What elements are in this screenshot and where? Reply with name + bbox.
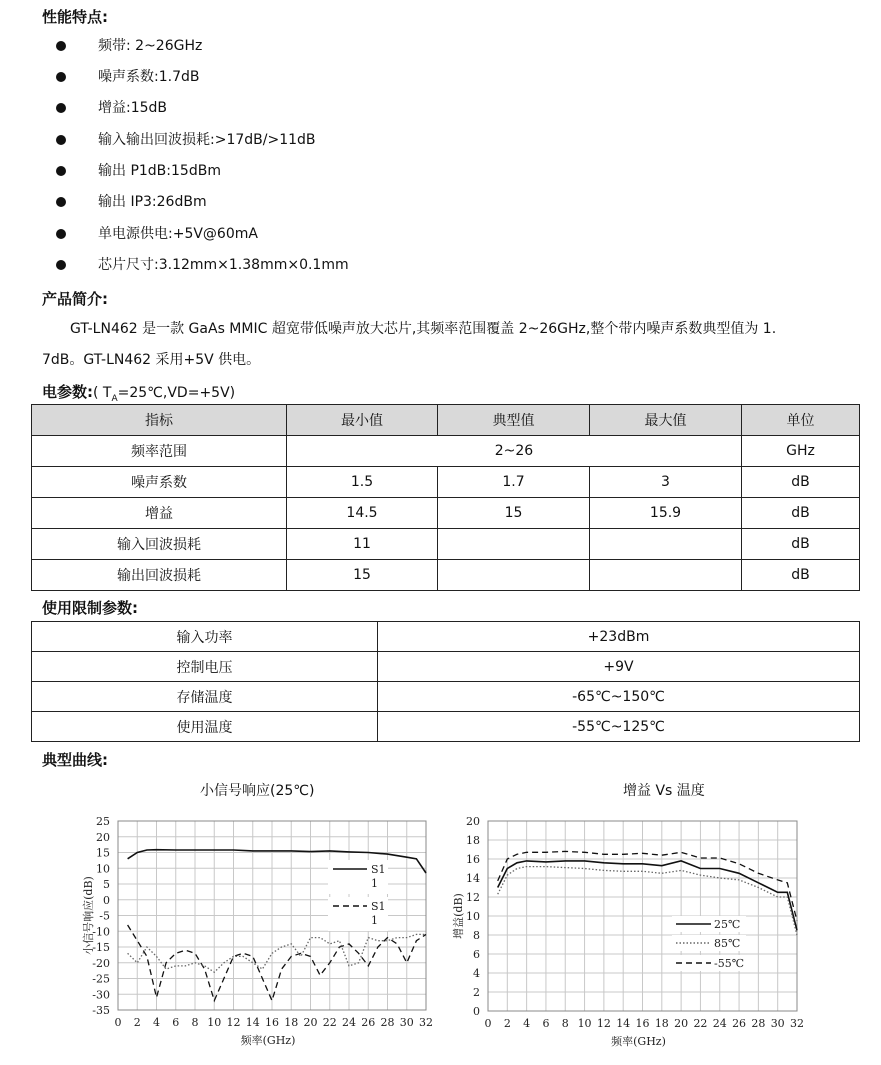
- bullet-icon: [56, 260, 66, 270]
- series-line: [498, 861, 797, 930]
- bullet-icon: [56, 197, 66, 207]
- legend-label: -55℃: [714, 957, 745, 970]
- y-tick-label: -15: [92, 941, 110, 954]
- x-tick-label: 6: [172, 1016, 180, 1029]
- y-tick-label: 8: [473, 929, 480, 942]
- table-cell: 输入功率: [32, 622, 378, 652]
- table-cell: 15: [287, 560, 438, 591]
- table-cell: -65℃~150℃: [378, 682, 860, 712]
- table-cell: 使用温度: [32, 712, 378, 742]
- feature-text: 输出 P1dB:15dBm: [98, 163, 221, 179]
- y-tick-label: 6: [473, 948, 480, 961]
- y-tick-label: -5: [99, 909, 110, 923]
- bullet-icon: [56, 166, 66, 176]
- freq-range-label: 频率范围: [32, 436, 287, 467]
- freq-range-value: 2~26: [287, 436, 742, 467]
- legend-label: 25℃: [714, 918, 741, 931]
- bullet-icon: [56, 41, 66, 51]
- y-tick-label: -30: [92, 988, 110, 1002]
- chart-1-title: 小信号响应(25℃): [200, 783, 315, 799]
- x-tick-label: 26: [361, 1016, 376, 1029]
- table-cell: 噪声系数: [32, 467, 287, 498]
- x-axis-label: 频率(GHz): [611, 1035, 666, 1048]
- electrical-header-row: [32, 405, 860, 436]
- chart-gain-vs-temp: [440, 800, 880, 1065]
- x-axis-label: 频率(GHz): [240, 1034, 296, 1047]
- x-tick-label: 20: [674, 1017, 689, 1030]
- table-cell: 15.9: [590, 498, 742, 529]
- freq-range-unit: GHz: [742, 436, 860, 467]
- table-row: [32, 467, 860, 498]
- intro-line-2: 7dB。GT-LN462 采用+5V 供电。: [42, 352, 261, 368]
- table-cell: 15: [438, 498, 590, 529]
- y-tick-label: 14: [466, 872, 480, 885]
- x-tick-label: 2: [133, 1016, 141, 1029]
- bullet-icon: [56, 229, 66, 239]
- legend-item: [328, 897, 388, 931]
- x-tick-label: 14: [616, 1017, 631, 1030]
- electrical-title: [42, 381, 235, 404]
- y-tick-label: -20: [92, 956, 110, 970]
- table-cell: dB: [742, 560, 860, 591]
- x-tick-label: 10: [207, 1016, 222, 1029]
- series-line: [128, 934, 426, 972]
- x-tick-label: 16: [265, 1016, 279, 1029]
- table-row: [32, 652, 860, 682]
- y-tick-label: 25: [96, 815, 110, 828]
- y-tick-label: 10: [466, 910, 480, 923]
- table-cell: 输出回波损耗: [32, 560, 287, 591]
- table-cell: 输入回波损耗: [32, 529, 287, 560]
- intro-title: 产品简介:: [42, 290, 108, 308]
- x-tick-label: 22: [693, 1017, 708, 1030]
- legend-item: [672, 955, 746, 971]
- table-cell: 11: [287, 529, 438, 560]
- legend-item: [672, 935, 746, 951]
- electrical-title-text: 电参数:: [42, 383, 93, 401]
- x-tick-label: 30: [770, 1017, 785, 1030]
- legend-label: 1: [371, 914, 378, 927]
- x-tick-label: 8: [561, 1017, 569, 1030]
- x-tick-label: 18: [654, 1017, 669, 1030]
- x-tick-label: 14: [245, 1016, 260, 1029]
- table-cell: [438, 560, 590, 591]
- x-tick-label: 6: [542, 1017, 550, 1030]
- x-tick-label: 18: [284, 1016, 299, 1029]
- header-param: 指标: [32, 405, 287, 436]
- legend-label: 1: [371, 877, 378, 890]
- table-cell: dB: [742, 467, 860, 498]
- x-tick-label: 22: [322, 1016, 337, 1029]
- y-tick-label: -35: [92, 1004, 110, 1017]
- y-tick-label: -25: [92, 972, 110, 986]
- chart-2-title: 增益 Vs 温度: [623, 783, 705, 799]
- y-tick-label: 15: [96, 846, 110, 860]
- y-tick-label: -10: [92, 925, 110, 939]
- legend-item: [328, 860, 388, 894]
- header-typ: 典型值: [438, 405, 590, 436]
- y-tick-label: 16: [466, 853, 480, 866]
- x-tick-label: 4: [153, 1016, 160, 1029]
- curves-title: 典型曲线:: [42, 751, 108, 769]
- y-tick-label: 20: [96, 830, 110, 844]
- electrical-condition: ( $T_A=25℃,VD=+5V$): [93, 385, 236, 404]
- feature-text: 芯片尺寸:3.12mm×1.38mm×0.1mm: [98, 257, 349, 273]
- table-cell: 增益: [32, 498, 287, 529]
- header-min: 最小值: [287, 405, 438, 436]
- x-tick-label: 12: [596, 1017, 611, 1030]
- series-line: [498, 867, 797, 935]
- table-cell: +23dBm: [378, 622, 860, 652]
- y-tick-label: 10: [96, 862, 110, 876]
- y-tick-label: 12: [466, 891, 480, 904]
- intro-line-1: GT-LN462 是一款 GaAs MMIC 超宽带低噪声放大芯片,其频率范围覆盖 2~26GHz,整个带内噪声系数典型值为 1.: [70, 321, 777, 337]
- y-tick-label: 18: [466, 834, 480, 847]
- feature-text: 频带: 2~26GHz: [98, 38, 203, 54]
- table-row: [32, 436, 860, 467]
- table-row: [32, 498, 860, 529]
- bullet-icon: [56, 103, 66, 113]
- legend-label: 85℃: [714, 937, 741, 950]
- limits-title: 使用限制参数:: [42, 599, 138, 617]
- x-tick-label: 0: [484, 1017, 492, 1030]
- header-max: 最大值: [590, 405, 742, 436]
- y-tick-label: 20: [466, 815, 480, 828]
- x-tick-label: 28: [751, 1017, 766, 1030]
- table-row: [32, 622, 860, 652]
- x-tick-label: 4: [523, 1017, 531, 1030]
- table-cell: [590, 560, 742, 591]
- x-tick-label: 16: [635, 1017, 650, 1030]
- feature-text: 单电源供电:+5V@60mA: [98, 226, 258, 242]
- table-cell: 1.5: [287, 467, 438, 498]
- feature-text: 增益:15dB: [98, 100, 168, 116]
- table-row: [32, 560, 860, 591]
- feature-text: 噪声系数:1.7dB: [98, 69, 200, 85]
- y-tick-label: 0: [473, 1005, 480, 1018]
- x-tick-label: 24: [342, 1016, 356, 1029]
- feature-text: 输入输出回波损耗:>17dB/>11dB: [98, 132, 316, 148]
- x-tick-label: 10: [577, 1017, 592, 1030]
- x-tick-label: 8: [191, 1016, 199, 1029]
- table-cell: [590, 529, 742, 560]
- features-title: 性能特点:: [42, 8, 108, 26]
- table-cell: 控制电压: [32, 652, 378, 682]
- x-tick-label: 32: [419, 1016, 433, 1029]
- y-axis-label: 小信号响应(dB): [82, 876, 95, 955]
- y-tick-label: 5: [103, 878, 110, 891]
- legend-label: S1: [371, 863, 386, 876]
- table-cell: +9V: [378, 652, 860, 682]
- x-tick-label: 26: [732, 1017, 747, 1030]
- x-tick-label: 28: [380, 1016, 395, 1029]
- x-tick-label: 2: [503, 1017, 511, 1030]
- y-tick-label: 2: [473, 986, 480, 999]
- table-cell: 存储温度: [32, 682, 378, 712]
- chart-small-signal: [0, 800, 440, 1065]
- y-axis-label: 增益(dB): [452, 893, 465, 939]
- electrical-table: [31, 404, 860, 591]
- x-tick-label: 12: [226, 1016, 241, 1029]
- table-row: [32, 682, 860, 712]
- x-tick-label: 0: [114, 1016, 122, 1029]
- bullet-icon: [56, 72, 66, 82]
- table-cell: 3: [590, 467, 742, 498]
- x-tick-label: 32: [790, 1017, 804, 1030]
- legend-item: [672, 916, 746, 932]
- table-row: [32, 712, 860, 742]
- x-tick-label: 20: [303, 1016, 318, 1029]
- y-tick-label: 0: [103, 893, 110, 907]
- table-cell: dB: [742, 498, 860, 529]
- table-cell: 14.5: [287, 498, 438, 529]
- table-cell: -55℃~125℃: [378, 712, 860, 742]
- x-tick-label: 30: [399, 1016, 414, 1029]
- table-cell: 1.7: [438, 467, 590, 498]
- feature-text: 输出 IP3:26dBm: [98, 194, 207, 210]
- header-unit: 单位: [742, 405, 860, 436]
- bullet-icon: [56, 135, 66, 145]
- table-row: [32, 529, 860, 560]
- table-cell: dB: [742, 529, 860, 560]
- table-cell: [438, 529, 590, 560]
- x-tick-label: 24: [712, 1017, 727, 1030]
- limits-table: [31, 621, 860, 742]
- legend-label: S1: [371, 900, 386, 913]
- y-tick-label: 4: [473, 967, 480, 980]
